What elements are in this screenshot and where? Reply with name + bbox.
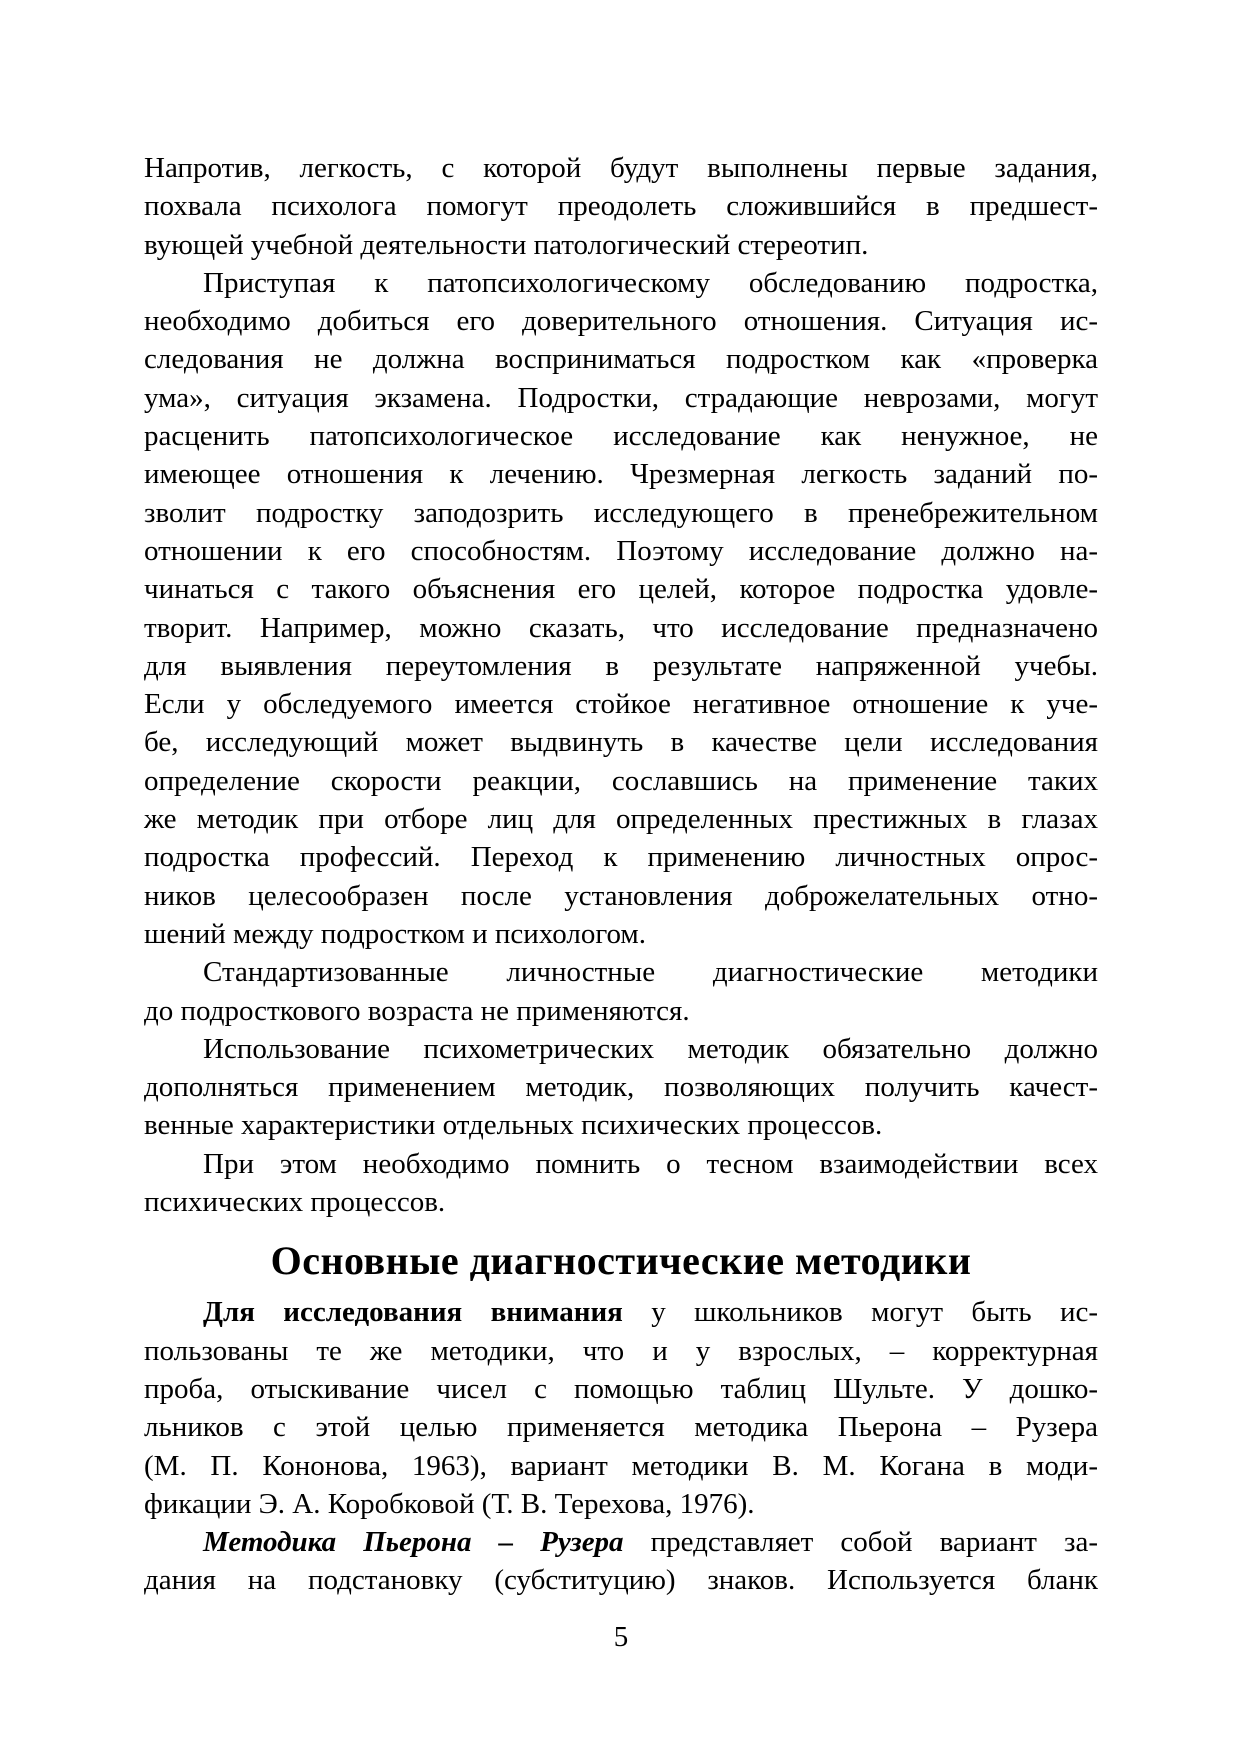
text-run: следования не должна восприниматься подростком как «проверка [144, 343, 1098, 376]
text-line [144, 149, 1098, 187]
text-line [144, 800, 1098, 838]
text-run: похвала психолога помогут преодолеть сложившийся в предшест- [144, 190, 1098, 223]
text-run: зволит подростку заподозрить исследующего в пренебрежительном [144, 496, 1098, 529]
text-line [144, 455, 1098, 493]
text-run: Стандартизованные личностные диагностические методики [203, 956, 1098, 989]
text-run: ума», ситуация экзамена. Подростки, страдающие неврозами, могут [144, 381, 1098, 414]
text-line [144, 417, 1098, 455]
text-run: При этом необходимо помнить о тесном взаимодействии всех [203, 1147, 1098, 1180]
text-line [144, 723, 1098, 761]
text-line [144, 1106, 1098, 1144]
text-run: шений между подростком и психологом. [144, 917, 647, 950]
text-run: пользованы те же методики, что и у взрослых, – корректурная [144, 1334, 1098, 1367]
text-run: представляет собой вариант за- [623, 1526, 1098, 1559]
text-line [144, 647, 1098, 685]
text-run: же методик при отборе лиц для определенных престижных в глазах [144, 803, 1098, 836]
section-heading: Основные диагностические методики [270, 1238, 972, 1284]
text-run: Использование психометрических методик обязательно должно [203, 1032, 1098, 1065]
text-line [144, 1561, 1098, 1599]
text-line [144, 762, 1098, 800]
text-run: расценить патопсихологическое исследование как ненужное, не [144, 420, 1098, 453]
text-run: творит. Например, можно сказать, что исследование предназначено [144, 611, 1098, 644]
text-line [144, 1183, 1098, 1221]
text-line [144, 1332, 1098, 1370]
text-line [144, 1485, 1098, 1523]
text-line [144, 302, 1098, 340]
text-line [144, 1523, 1098, 1561]
text-line [144, 609, 1098, 647]
text-line [144, 1068, 1098, 1106]
page-number: 5 [613, 1620, 629, 1653]
text-line [144, 915, 1098, 953]
text-run: венные характеристики отдельных психических процессов. [144, 1109, 883, 1142]
text-line [144, 494, 1098, 532]
text-run: отношении к его способностям. Поэтому исследование должно на- [144, 534, 1098, 567]
text-run: ников целесообразен после установления доброжелательных отно- [144, 879, 1098, 912]
text-line [144, 379, 1098, 417]
text-run: проба, отыскивание чисел с помощью таблиц Шульте. У дошко- [144, 1372, 1098, 1405]
text-run: психических процессов. [144, 1186, 446, 1219]
text-line [144, 877, 1098, 915]
text-run: для выявления переутомления в результате напряженной учебы. [144, 649, 1098, 682]
text-run: у школьников могут быть ис- [622, 1296, 1098, 1329]
text-run: (М. П. Кононова, 1963), вариант методики В. М. Когана в моди- [144, 1449, 1098, 1482]
body-text-top [144, 149, 1098, 1221]
text-line [144, 187, 1098, 225]
text-line [144, 1408, 1098, 1446]
text-line [144, 532, 1098, 570]
text-line [144, 838, 1098, 876]
emphasis-run: Для исследования внимания [203, 1296, 623, 1329]
text-run: Напротив, легкость, с которой будут выполнены первые задания, [144, 152, 1098, 184]
body-text-bottom [144, 1293, 1098, 1599]
emphasis-run: Методика Пьерона – Рузера [203, 1526, 624, 1559]
text-line [144, 570, 1098, 608]
text-run: имеющее отношения к лечению. Чрезмерная легкость заданий по- [144, 458, 1098, 491]
text-line [144, 953, 1098, 991]
text-run: льников с этой целью применяется методика Пьерона – Рузера [144, 1411, 1098, 1444]
text-run: вующей учебной деятельности патологический стереотип. [144, 228, 869, 261]
text-run: дополняться применением методик, позволяющих получить качест- [144, 1071, 1098, 1104]
text-run: необходимо добиться его доверительного отношения. Ситуация ис- [144, 305, 1098, 338]
text-line [144, 1447, 1098, 1485]
text-line [144, 226, 1098, 264]
text-run: подростка профессий. Переход к применению личностных опрос- [144, 841, 1098, 874]
text-line [144, 264, 1098, 302]
text-run: дания на подстановку (субституцию) знаков. Используется бланк [144, 1564, 1098, 1597]
text-run: чинаться с такого объяснения его целей, которое подростка удовле- [144, 573, 1098, 606]
text-line [144, 992, 1098, 1030]
text-line [144, 1370, 1098, 1408]
text-line [144, 1293, 1098, 1331]
text-run: Приступая к патопсихологическому обследованию подростка, [203, 266, 1098, 299]
text-line [144, 1145, 1098, 1183]
text-line [144, 685, 1098, 723]
text-run: фикации Э. А. Коробковой (Т. В. Терехова, 1976). [144, 1487, 755, 1520]
text-run: до подросткового возраста не применяются. [144, 994, 690, 1027]
text-column [144, 149, 1098, 1656]
text-line [144, 1030, 1098, 1068]
text-line [144, 340, 1098, 378]
text-run: Если у обследуемого имеется стойкое негативное отношение к уче- [144, 688, 1098, 721]
text-run: бе, исследующий может выдвинуть в качестве цели исследования [144, 726, 1098, 759]
text-run: определение скорости реакции, сославшись на применение таких [144, 764, 1098, 797]
